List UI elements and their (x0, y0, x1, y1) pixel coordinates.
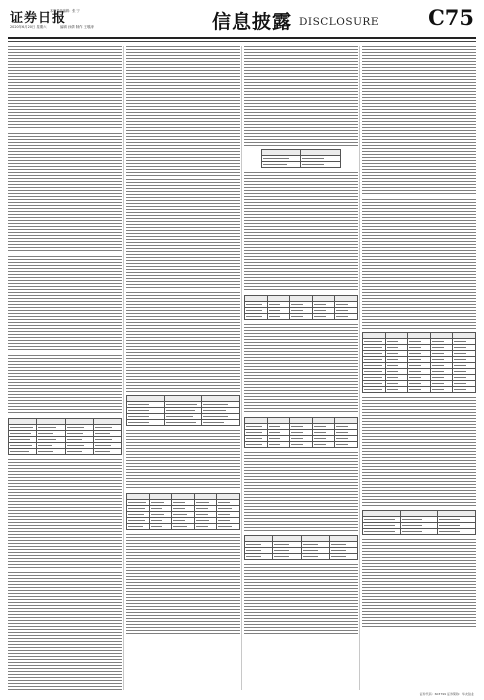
page-number: C75 (428, 5, 474, 30)
text-block (362, 199, 476, 329)
data-table (244, 417, 358, 448)
article-column-1 (8, 46, 122, 690)
issue-date: 2020年6月20日 星期六 (10, 25, 47, 29)
article-column-2 (126, 46, 240, 690)
text-block (126, 179, 240, 289)
data-table (362, 510, 476, 535)
text-block (8, 133, 122, 253)
text-block (362, 46, 476, 196)
text-block (244, 564, 358, 634)
column-separator (241, 46, 242, 690)
column-separator (359, 46, 360, 690)
data-table (8, 418, 122, 455)
masthead-rule (8, 37, 476, 39)
newspaper-logo: 证券日报 (10, 11, 67, 26)
masthead-meta: 编辑 孙倩 制作 王敬涛 (60, 25, 94, 29)
data-table (244, 295, 358, 320)
text-block (244, 324, 358, 414)
text-block (244, 172, 358, 292)
column-separator (123, 46, 124, 690)
text-block (244, 452, 358, 532)
section-title: 信息披露 (212, 11, 293, 33)
text-block (126, 46, 240, 176)
text-block (126, 534, 240, 634)
text-block (244, 46, 358, 146)
data-table (126, 395, 240, 426)
article-column-4 (362, 46, 476, 690)
data-table (126, 493, 240, 530)
masthead-rule-thin (8, 41, 476, 42)
text-block (8, 572, 122, 690)
article-column-3 (244, 46, 358, 690)
section-title-english: DISCLOSURE (299, 16, 379, 28)
text-block (126, 430, 240, 490)
text-block (362, 539, 476, 629)
text-block (8, 256, 122, 352)
data-table (244, 535, 358, 560)
text-block (362, 397, 476, 507)
data-table (362, 332, 476, 393)
footer-note: 证券代码：603799 证券简称：华友钴业 (419, 692, 474, 696)
masthead-editor-line: 本版责任编辑：张 宁 (50, 9, 80, 13)
text-block (126, 292, 240, 392)
data-table (261, 149, 341, 168)
text-block (8, 46, 122, 130)
text-block (8, 355, 122, 415)
text-block (8, 459, 122, 569)
